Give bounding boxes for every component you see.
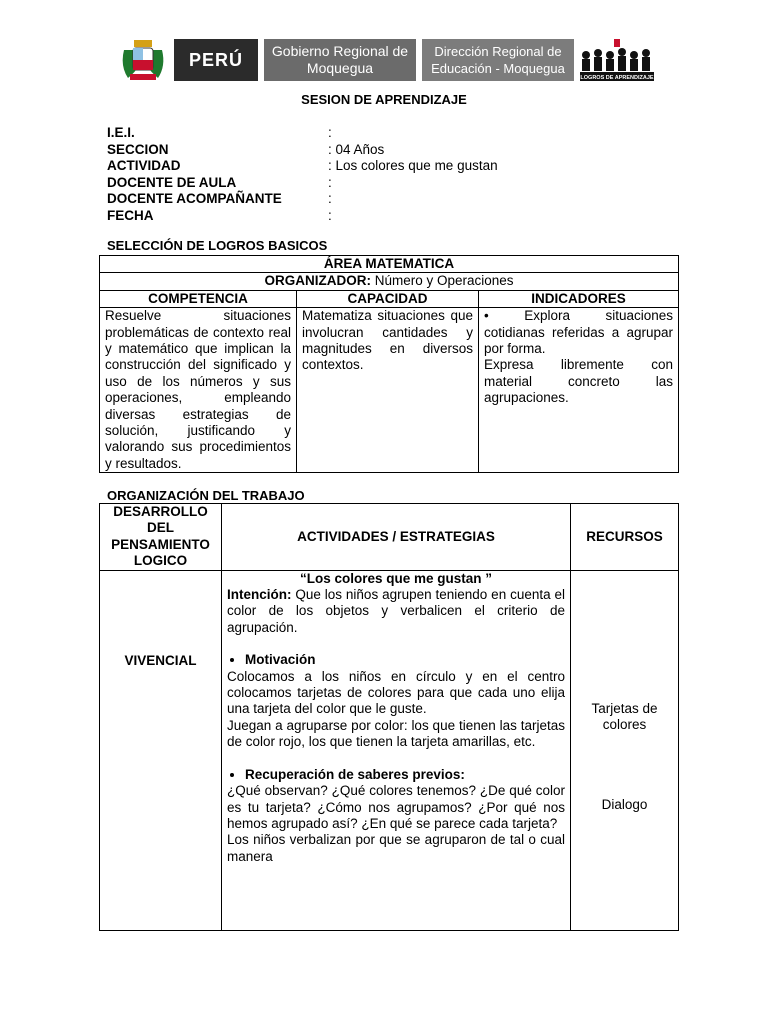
peru-label: PERÚ: [174, 39, 258, 81]
section-heading-logros: SELECCIÓN DE LOGROS BASICOS: [107, 238, 328, 253]
activities-cell: [222, 570, 571, 930]
saberes-title: • Recuperación de saberes previos:: [245, 767, 565, 783]
saberes-text: Los niños verbalizan por que se agruparon de tal o cual manera: [227, 832, 565, 864]
recursos-header: RECURSOS: [571, 504, 679, 571]
recurso-item: Tarjetas de colores: [591, 700, 658, 733]
motivacion-text: Colocamos a los niños en círculo y en el centro colocamos tarjetas de colores para que cada uno elija una tarjeta del color que le guste.: [227, 668, 565, 717]
info-row: [107, 125, 498, 142]
direccion-regional-label: Dirección Regional de Educación - Moquegua: [422, 39, 574, 81]
logros-table: [99, 255, 679, 473]
recurso-item: Dialogo: [601, 797, 648, 813]
indicadores-header: INDICADORES: [479, 290, 679, 307]
area-heading: ÁREA MATEMATICA: [100, 256, 679, 273]
indicador-item: • Explora situaciones cotidianas referidas a agrupar por forma.: [484, 308, 673, 357]
competencia-header: COMPETENCIA: [100, 290, 297, 307]
info-value: :: [328, 191, 332, 207]
info-label: SECCION: [107, 141, 169, 157]
indicadores-cell: [479, 308, 679, 473]
intencion-text: Que los niños agrupen teniendo en cuenta el color de los objetos y verbalicen el criterio de agrupación.: [227, 587, 565, 635]
info-label: DOCENTE DE AULA: [107, 174, 237, 190]
capacidad-header: CAPACIDAD: [297, 290, 479, 307]
info-label: I.E.I.: [107, 125, 135, 140]
info-label: FECHA: [107, 207, 154, 223]
document-header: [118, 36, 656, 84]
gobierno-regional-label: Gobierno Regional de Moquegua: [264, 39, 416, 81]
info-row: [107, 175, 498, 192]
info-value: :: [328, 125, 332, 140]
recursos-cell: [571, 570, 679, 930]
section-heading-organizacion: ORGANIZACIÓN DEL TRABAJO: [107, 488, 305, 503]
organizacion-table: [99, 503, 679, 931]
motivacion-text: Juegan a agruparse por color: los que tienen las tarjetas de color rojo, los que tienen la tarjeta amarillas, etc.: [227, 717, 565, 750]
page-title: SESION DE APRENDIZAJE: [301, 92, 467, 107]
info-label: DOCENTE ACOMPAÑANTE: [107, 191, 282, 207]
organizador-row: [100, 273, 679, 290]
national-seal-logo: [118, 36, 168, 84]
info-row: [107, 142, 498, 159]
motivacion-title: • Motivación: [245, 652, 565, 668]
indicador-item: Expresa libremente con material concreto las agrupaciones.: [484, 357, 673, 406]
phase-cell: VIVENCIAL: [100, 570, 222, 930]
organizador-value: Número y Operaciones: [370, 273, 514, 289]
activity-title: “Los colores que me gustan ”: [299, 570, 493, 586]
capacidad-cell: Matematiza situaciones que involucran cantidades y magnitudes en diversos contextos.: [297, 308, 479, 473]
info-label: ACTIVIDAD: [107, 158, 181, 174]
desarrollo-header: DESARROLLO DEL PENSAMIENTO LOGICO: [100, 504, 222, 571]
info-row: [107, 158, 498, 175]
intencion: [227, 587, 565, 636]
logros-aprendizaje-logo: [578, 37, 656, 83]
actividades-header: ACTIVIDADES / ESTRATEGIAS: [222, 504, 571, 571]
info-row: [107, 191, 498, 208]
organizador-label: ORGANIZADOR:: [264, 273, 371, 289]
logros-logo-text: LOGROS DE APRENDIZAJE: [580, 75, 654, 81]
info-value: : 04 Años: [328, 141, 385, 157]
info-row: [107, 208, 498, 225]
saberes-text: ¿Qué observan? ¿Qué colores tenemos? ¿De qué color es tu tarjeta? ¿Cómo nos agrupamos? ¿Por qué nos hemos agrupado así? ¿En qué se parece cada tarjeta?: [227, 783, 565, 831]
session-info: [107, 125, 498, 225]
info-value: :: [328, 174, 332, 190]
info-value: : Los colores que me gustan: [328, 158, 498, 174]
intencion-label: Intención:: [227, 587, 292, 603]
competencia-cell: Resuelve situaciones problemáticas de contexto real y matemático que implican la construcción del significado y uso de los números y sus operaciones, empleando diversas estrategias de solución, justificando y valorando sus procedimientos y resultados.: [100, 308, 297, 473]
info-value: :: [328, 207, 332, 223]
